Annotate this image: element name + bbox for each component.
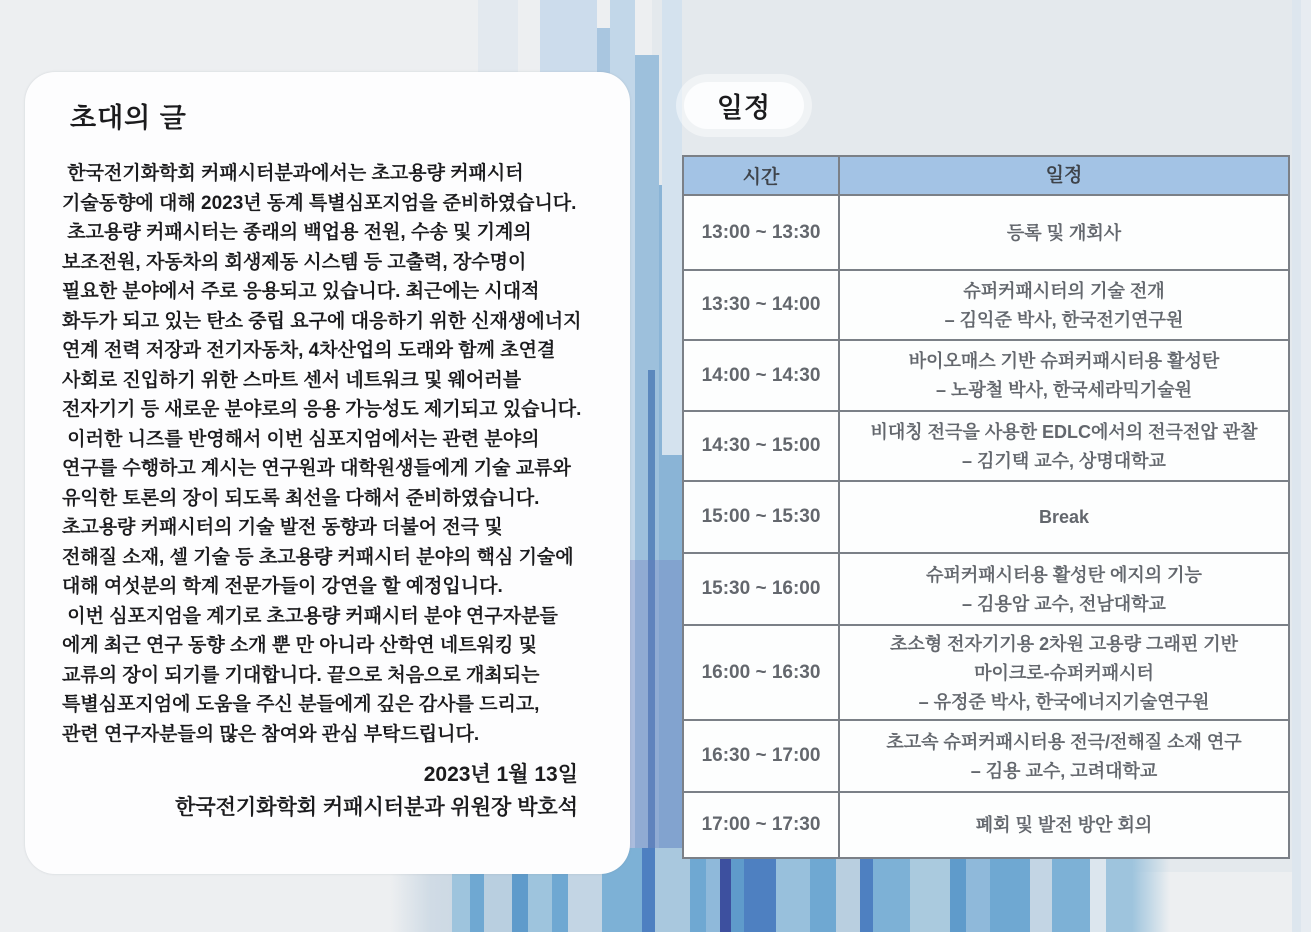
event-line: – 김익준 박사, 한국전기연구원 (944, 309, 1184, 330)
event-cell (840, 626, 1288, 719)
event-line: 등록 및 개회사 (1006, 222, 1122, 243)
invitation-line: 특별심포지엄에 도움을 주신 분들에게 깊은 감사를 드리고, (62, 694, 540, 715)
invitation-line: 이러한 니즈를 반영해서 이번 심포지엄에서는 관련 분야의 (62, 428, 540, 450)
time-cell: 17:00 ~ 17:30 (684, 793, 840, 857)
event-cell (840, 482, 1288, 552)
event-line: 바이오매스 기반 슈퍼커패시터용 활성탄 (908, 351, 1220, 371)
time-cell: 16:00 ~ 16:30 (684, 626, 840, 719)
event-cell (840, 554, 1288, 624)
event-cell (840, 412, 1288, 480)
background-stripe (1292, 0, 1301, 932)
background-stripe (1301, 0, 1311, 932)
invitation-body (62, 159, 602, 749)
event-line: 폐회 및 발전 방안 회의 (975, 815, 1153, 835)
event-cell (840, 196, 1288, 269)
time-cell: 13:00 ~ 13:30 (684, 196, 840, 269)
event-cell (840, 793, 1288, 857)
invitation-line: 화두가 되고 있는 탄소 중립 요구에 대응하기 위한 신재생에너지 (62, 310, 582, 332)
schedule-title-pill (684, 82, 804, 129)
time-cell: 14:30 ~ 15:00 (684, 412, 840, 480)
invitation-title: 초대의 글 (70, 103, 187, 133)
header-cell-event: 일정 (1045, 164, 1083, 186)
table-row (684, 791, 1288, 857)
event-line: 비대칭 전극을 사용한 EDLC에서의 전극전압 관찰 (870, 421, 1258, 442)
invitation-line: 이번 심포지엄을 계기로 초고용량 커패시터 분야 연구자분들 (62, 605, 558, 627)
event-line: Break (1038, 507, 1090, 527)
event-line: – 김용 교수, 고려대학교 (970, 760, 1158, 781)
schedule-header-row (684, 157, 1288, 194)
invitation-line: 보조전원, 자동차의 회생제동 시스템 등 고출력, 장수명이 (62, 251, 527, 273)
background-stripe (662, 0, 682, 455)
invitation-line: 관련 연구자분들의 많은 참여와 관심 부탁드립니다. (62, 723, 480, 745)
invitation-line: 기술동향에 대해 2023년 동계 특별심포지엄을 준비하였습니다. (62, 192, 577, 214)
invitation-date: 2023년 1월 13일 (423, 763, 578, 786)
event-cell (840, 271, 1288, 339)
event-line: 슈퍼커패시터용 활성탄 에지의 기능 (926, 564, 1202, 585)
table-row (684, 194, 1288, 269)
invitation-line: 한국전기화학회 커패시터분과에서는 초고용량 커패시터 (62, 163, 524, 184)
event-line: 초고속 슈퍼커패시터용 전극/전해질 소재 연구 (886, 731, 1242, 752)
table-row (684, 339, 1288, 410)
invitation-card (25, 72, 630, 874)
event-line: 초소형 전자기기용 2차원 고용량 그래핀 기반 (890, 633, 1238, 654)
time-cell: 15:30 ~ 16:00 (684, 554, 840, 624)
schedule-rows (684, 194, 1288, 857)
schedule-title: 일정 (716, 93, 772, 123)
table-row (684, 624, 1288, 719)
invitation-line: 전자기기 등 새로운 분야로의 응용 가능성도 제기되고 있습니다. (62, 399, 582, 420)
time-cell: 14:00 ~ 14:30 (684, 341, 840, 410)
header-cell-time: 시간 (684, 157, 840, 194)
event-cell (840, 721, 1288, 791)
invitation-line: 연계 전력 저장과 전기자동차, 4차산업의 도래와 함께 초연결 (62, 340, 556, 361)
table-row (684, 552, 1288, 624)
event-line: – 김기택 교수, 상명대학교 (962, 450, 1166, 471)
schedule-table (682, 155, 1290, 859)
event-line: 마이크로-슈퍼커패시터 (974, 662, 1154, 683)
invitation-line: 교류의 장이 되기를 기대합니다. 끝으로 처음으로 개최되는 (62, 664, 540, 686)
time-cell: 15:00 ~ 15:30 (684, 482, 840, 552)
event-line: – 김용암 교수, 전남대학교 (962, 593, 1166, 614)
time-cell: 16:30 ~ 17:00 (684, 721, 840, 791)
time-cell: 13:30 ~ 14:00 (684, 271, 840, 339)
table-row (684, 410, 1288, 480)
invitation-line: 초고용량 커패시터는 종래의 백업용 전원, 수송 및 기계의 (62, 222, 532, 243)
event-line: – 유정준 박사, 한국에너지기술연구원 (918, 691, 1210, 712)
invitation-line: 초고용량 커패시터의 기술 발전 동향과 더불어 전극 및 (62, 517, 503, 538)
table-row (684, 719, 1288, 791)
invitation-line: 연구를 수행하고 계시는 연구원과 대학원생들에게 기술 교류와 (62, 458, 571, 479)
invitation-line: 에게 최근 연구 동향 소개 뿐 만 아니라 산학연 네트워킹 및 (62, 635, 537, 656)
invitation-line: 대해 여섯분의 학계 전문가들이 강연을 할 예정입니다. (62, 576, 503, 597)
table-row (684, 480, 1288, 552)
event-line: 슈퍼커패시터의 기술 전개 (963, 280, 1165, 301)
invitation-line: 유익한 토론의 장이 되도록 최선을 다해서 준비하였습니다. (62, 487, 540, 509)
invitation-line: 전해질 소재, 셀 기술 등 초고용량 커패시터 분야의 핵심 기술에 (62, 546, 574, 568)
invitation-line: 필요한 분야에서 주로 응용되고 있습니다. 최근에는 시대적 (62, 281, 540, 302)
event-line: – 노광철 박사, 한국세라믹기술원 (935, 380, 1193, 400)
invitation-signoff (175, 758, 578, 824)
invitation-signature: 한국전기화학회 커패시터분과 위원장 박호석 (175, 796, 578, 819)
table-row (684, 269, 1288, 339)
invitation-line: 사회로 진입하기 위한 스마트 센서 네트워크 및 웨어러블 (62, 369, 522, 391)
event-cell (840, 341, 1288, 410)
